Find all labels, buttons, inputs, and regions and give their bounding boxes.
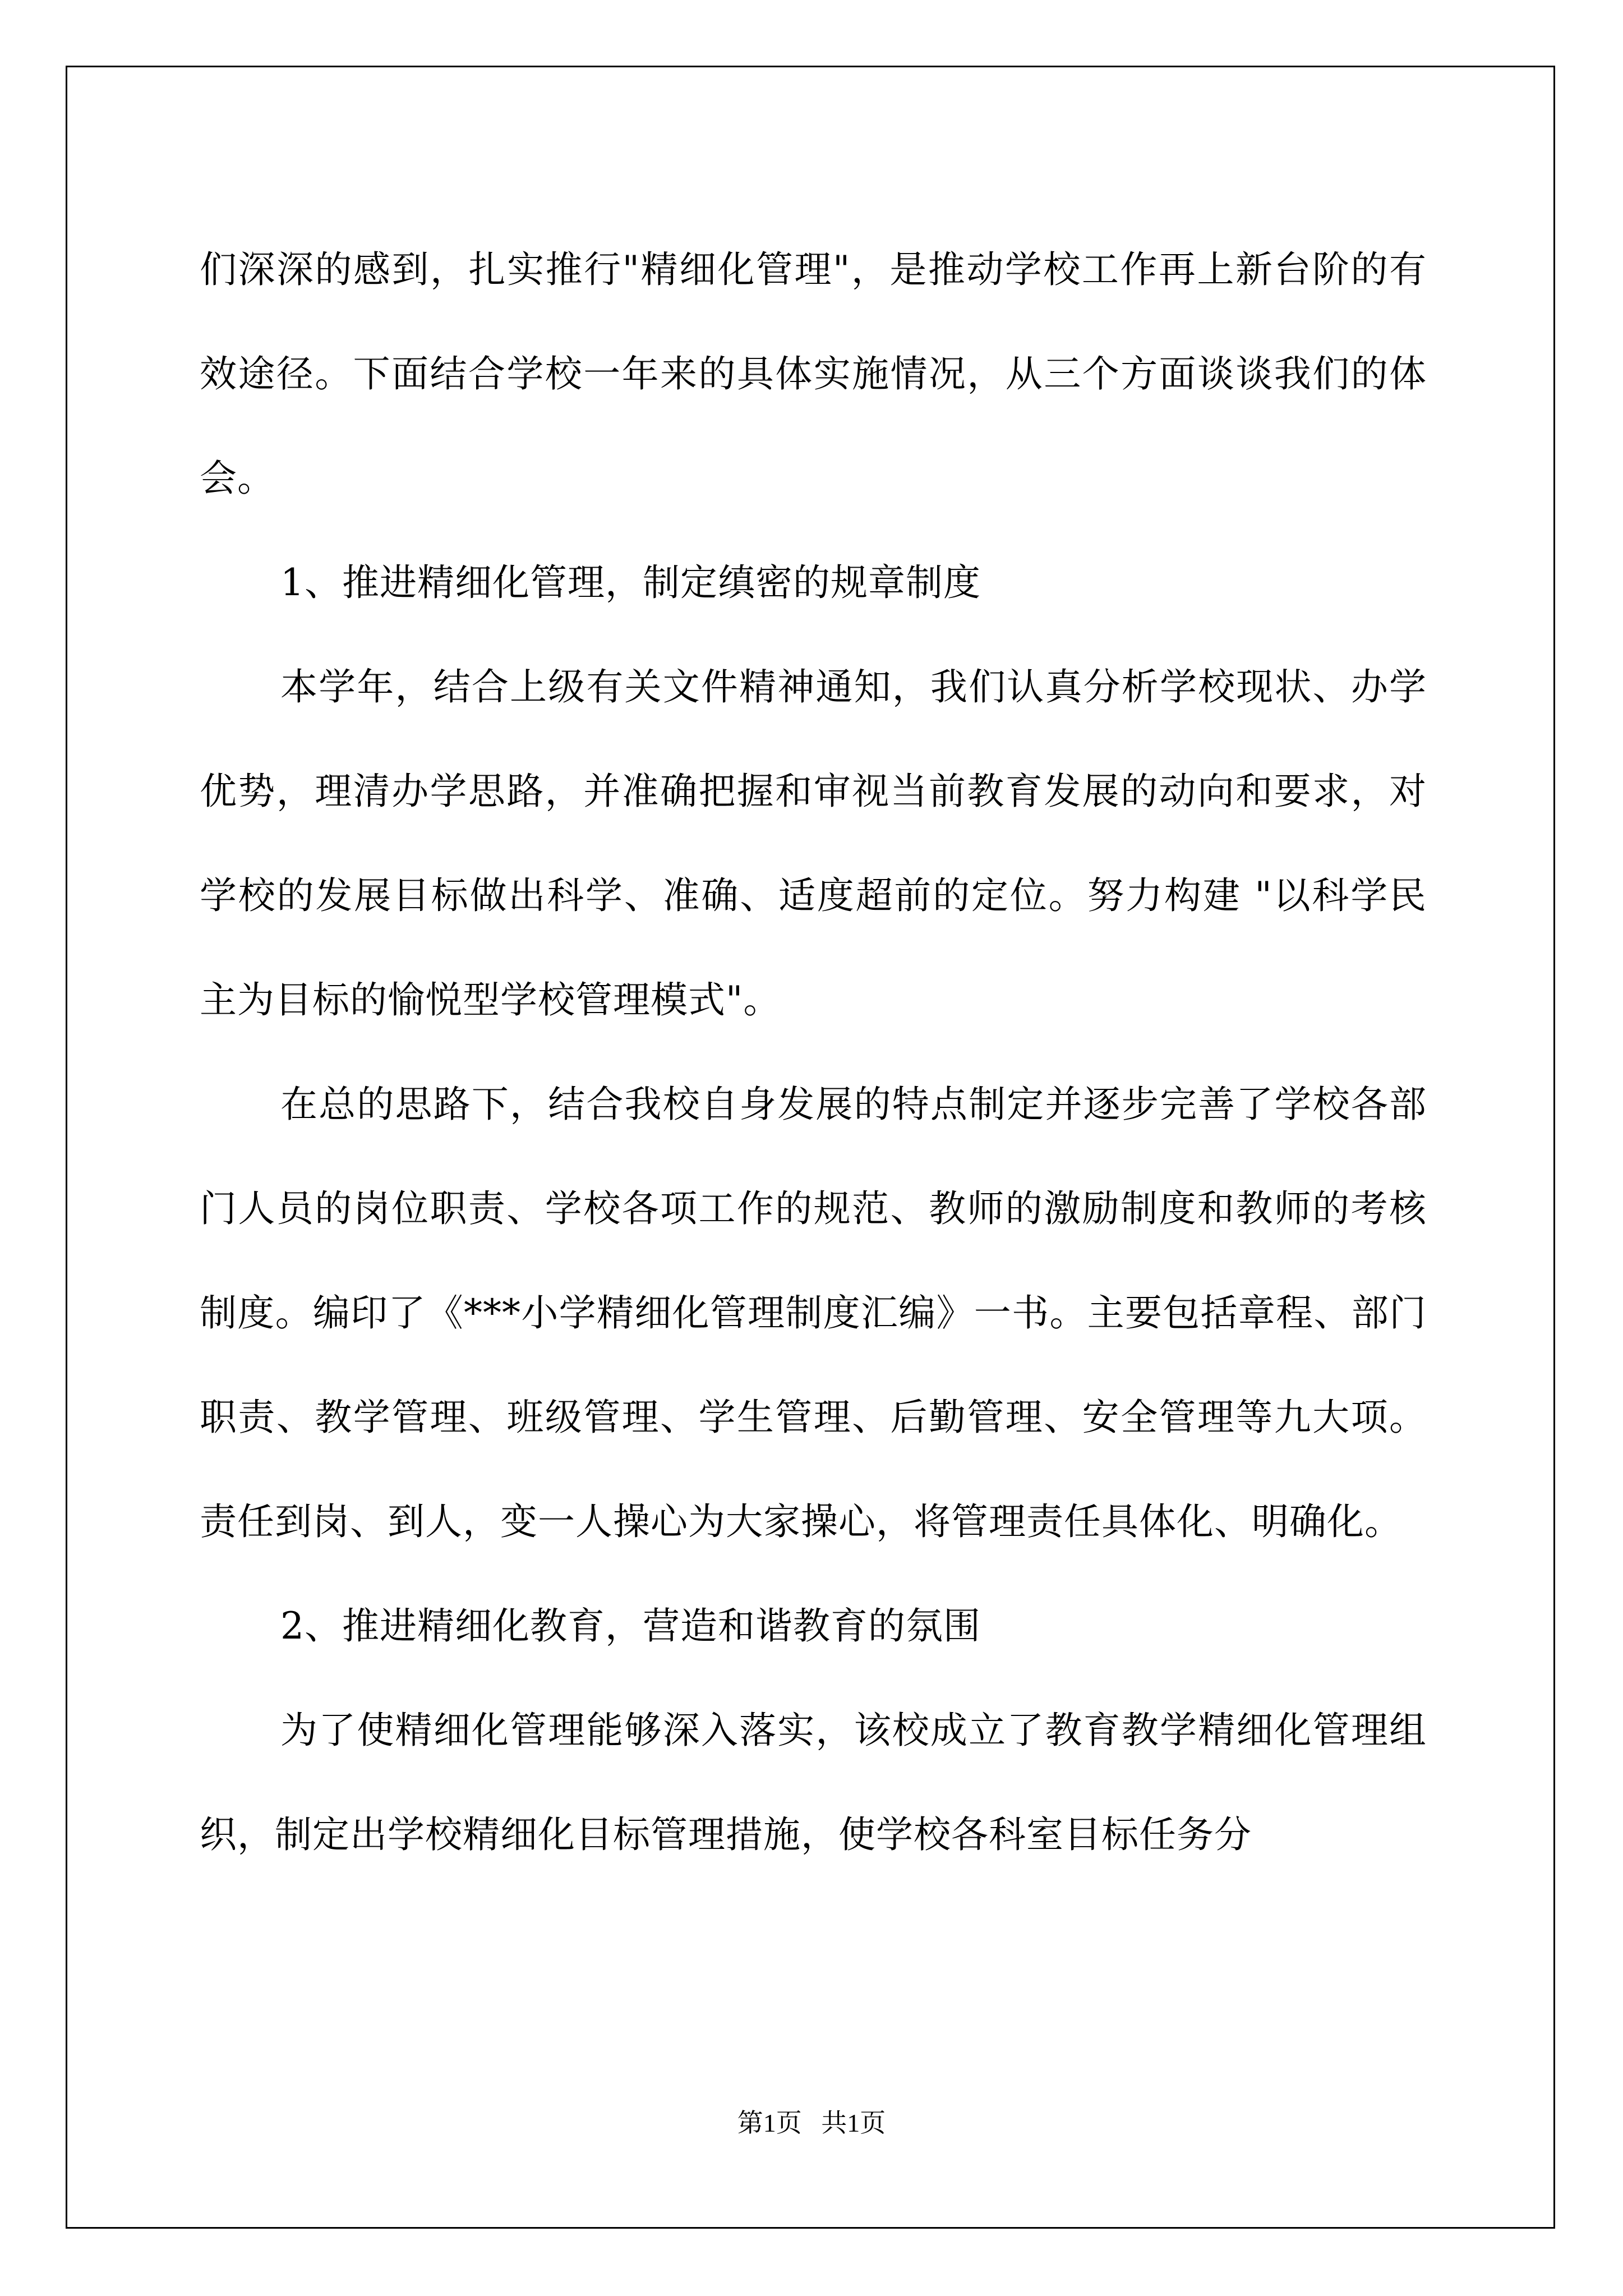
paragraph-implementation: 为了使精细化管理能够深入落实，该校成立了教育教学精细化管理组织，制定出学校精细化目标管理措施，使学校各科室目标任务分: [200, 1709, 1427, 1856]
section-heading-1: 1、推进精细化管理，制定缜密的规章制度: [280, 561, 981, 604]
section-heading-2: 2、推进精细化教育，营造和谐教育的氛围: [280, 1604, 981, 1648]
paragraph-intro: 们深深的感到，扎实推行"精细化管理"，是推动学校工作再上新台阶的有效途径。下面结合学校一年来的具体实施情况，从三个方面谈谈我们的体会。: [200, 248, 1427, 500]
document-body: [200, 218, 1427, 1887]
page-footer: [0, 2106, 1623, 2140]
paragraph-regulations: 在总的思路下，结合我校自身发展的特点制定并逐步完善了学校各部门人员的岗位职责、学校各项工作的规范、教师的激励制度和教师的考核制度。编印了《***小学精细化管理制度汇编》一书。主要包括章程、部门职责、教学管理、班级管理、学生管理、后勤管理、安全管理等九大项。责任到岗、到人，变一人操心为大家操心，将管理责任具体化、明确化。: [200, 1083, 1427, 1543]
page-number: 第1页: [737, 2109, 802, 2137]
paragraph-school-year: 本学年，结合上级有关文件精神通知，我们认真分析学校现状、办学优势，理清办学思路，并准确把握和审视当前教育发展的动向和要求，对学校的发展目标做出科学、准确、适度超前的定位。努力构建 "以科学民主为目标的愉悦型学校管理模式"。: [200, 665, 1427, 1022]
page-total: 共1页: [821, 2109, 886, 2137]
